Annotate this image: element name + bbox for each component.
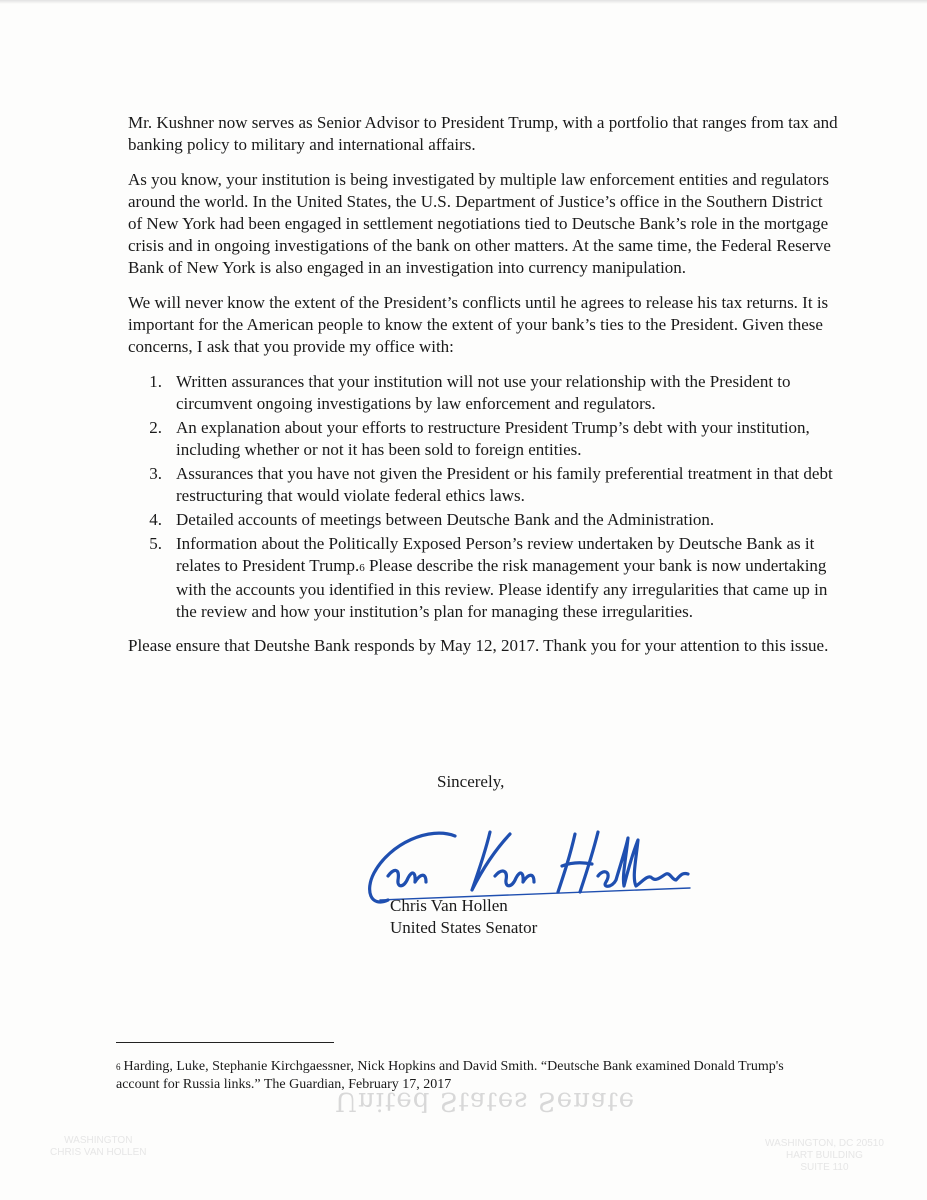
list-number: 3. [149,464,162,483]
list-item-text [176,533,840,623]
paragraph-kushner: Mr. Kushner now serves as Senior Advisor to President Trump, with a portfolio that ranges from tax and banking policy to military and international affairs. [128,113,838,154]
list-item-text: An explanation about your efforts to restructure President Trump’s debt with your institution, including whether or not it has been sold to foreign entities. [176,418,810,459]
list-item [128,509,840,531]
list-item-text-part-b: Please describe the risk management your bank is now undertaking with the accounts you identified in this review. Please identify any irregularities that came up in the review and how your institution’s plan for managing these irregularities. [176,556,828,621]
footnote-text: Harding, Luke, Stephanie Kirchgaessner, Nick Hopkins and David Smith. “Deutsche Bank examined Donald Trump's account for Russia links.” The Guardian, February 17, 2017 [116,1059,784,1092]
list-item-text-part-a: Information about the Politically Exposed Person’s review undertaken by Deutsche Bank as it relates to President Trump. [176,534,815,575]
list-item [128,463,840,507]
signature-ink [370,832,690,902]
list-item-text: Written assurances that your institution will not use your relationship with the President to circumvent ongoing investigations by law enforcement and regulators. [176,372,791,413]
list-item-text: Detailed accounts of meetings between Deutsche Bank and the Administration. [176,510,715,529]
senator-name: Chris Van Hollen [390,896,508,915]
list-number: 5. [149,534,162,553]
paragraph-tax-returns: We will never know the extent of the President’s conflicts until he agrees to release his tax returns. It is important for the American people to know the extent of your bank’s ties to the President. Given these concerns, I ask that you provide my office with: [128,293,829,356]
footnote-reference[interactable]: 6 [359,562,365,574]
list-item [128,417,840,461]
list-number: 2. [149,418,162,437]
scan-top-edge [0,0,927,4]
list-item [128,533,840,623]
list-number: 1. [149,372,162,391]
paragraph-deadline: Please ensure that Deutshe Bank responds by May 12, 2017. Thank you for your attention to this issue. [128,636,829,655]
letter-body [128,112,840,670]
list-item [128,371,840,415]
footnote-divider [116,1042,334,1043]
request-list [128,371,840,623]
paragraph-investigations: As you know, your institution is being investigated by multiple law enforcement entities and regulators around the world. In the United States, the U.S. Department of Justice’s office in the Southern District of New York had been engaged in settlement negotiations tied to Deutsche Bank’s role in the mortgage crisis and in ongoing investigations of the bank on other matters. At the same time, the Federal Reserve Bank of New York is also engaged in an investigation into currency manipulation. [128,170,831,277]
closing-salutation: Sincerely, [437,772,505,791]
signature-block [390,895,537,939]
footnote-mark: 6 [116,1062,121,1072]
letterhead-bleed-left: WASHINGTON CHRIS VAN HOLLEN [50,1135,147,1158]
list-number: 4. [149,510,162,529]
senator-title: United States Senator [390,918,538,937]
list-item-text: Assurances that you have not given the President or his family preferential treatment in that debt restructuring that would violate federal ethics laws. [176,464,833,505]
letterhead-bleed-through: United States Senate [335,1086,636,1116]
letterhead-bleed-right: WASHINGTON, DC 20510 HART BUILDING SUITE 110 [765,1138,884,1173]
